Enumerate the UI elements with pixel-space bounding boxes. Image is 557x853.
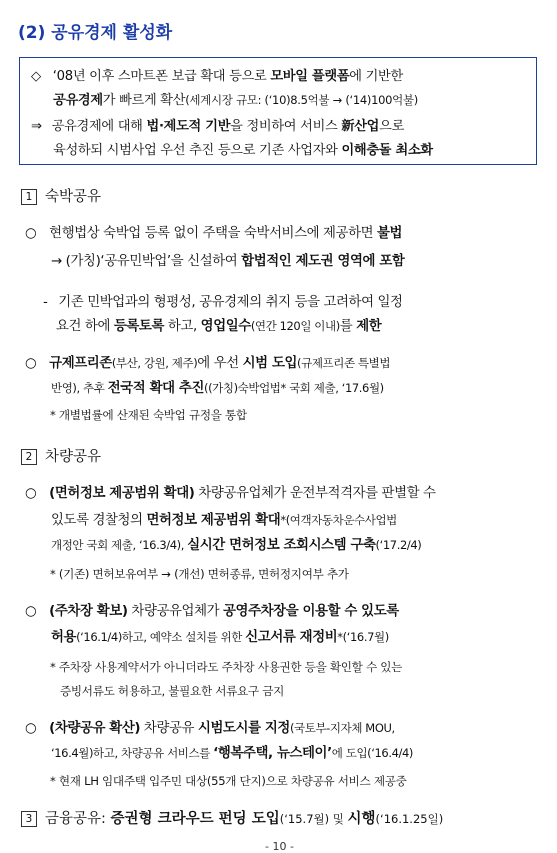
bullet-license-info: ○ (면허정보 제공범위 확대) 차량공유업체가 운전부적격자를 판별할 수: [25, 486, 436, 501]
summary-line-3: ⇒ 공유경제에 대해 법·제도적 기반을 정비하여 서비스 新산업으로: [31, 119, 405, 134]
bullet-parking: ○ (주차장 확보) 차량공유업체가 공영주차장을 이용할 수 있도록: [25, 604, 399, 619]
bullet-license-info-line-3: 개정안 국회 제출, ‘16.3/4), 실시간 면허정보 조회시스템 구축(‘17.2/4): [51, 538, 422, 553]
bullet-car-sharing-spread: ○ (차량공유 확산) 차량공유 시범도시를 지정(국토부-지자체 MOU,: [25, 721, 395, 736]
section-number: 3: [21, 811, 37, 827]
bullet-license-info-line-2: 있도록 경찰청의 면허정보 제공범위 확대*(여객자동차운수사업법: [51, 513, 397, 528]
diamond-icon: ◇: [31, 69, 41, 84]
bullet-regulation-free-zone: ○ 규제프리존(부산, 강원, 제주)에 우선 시범 도입(규제프리존 특별법: [25, 356, 391, 371]
section-heading-car-sharing: 2 차량공유: [21, 445, 101, 466]
footnote-lh-rental: * 현재 LH 임대주택 입주민 대상(55개 단지)으로 차량공유 서비스 제공중: [50, 774, 407, 788]
bullet-car-sharing-spread-line-2: ‘16.4월)하고, 차량공유 서비스를 ‘행복주택, 뉴스테이’에 도입(‘16.4/4): [51, 746, 413, 761]
circle-bullet-icon: ○: [25, 721, 37, 736]
footnote-lodging-law: * 개별법률에 산재된 숙박업 규정을 통합: [50, 408, 247, 422]
circle-bullet-icon: ○: [25, 356, 37, 371]
summary-line-4: 육성하되 시범사업 우선 추진 등으로 기존 사업자와 이해충돌 최소화: [53, 143, 433, 158]
dash-item-registration: - 기존 민박업과의 형평성, 공유경제의 취지 등을 고려하여 일정: [43, 295, 403, 310]
bullet-lodging-legal: ○ 현행법상 숙박업 등록 없이 주택을 숙박서비스에 제공하면 불법: [25, 226, 403, 241]
footnote-parking-line-1: * 주차장 사용계약서가 아니더라도 주차장 사용권한 등을 확인할 수 있는: [50, 660, 403, 674]
footnote-parking-line-2: 증빙서류도 허용하고, 불필요한 서류요구 금지: [60, 684, 285, 698]
bullet-regulation-free-zone-line-2: 반영), 추후 전국적 확대 추진((가칭)숙박업법* 국회 제출, ‘17.6월): [51, 381, 384, 396]
page-title: (2) 공유경제 활성화: [18, 23, 173, 43]
implies-arrow-icon: ⇒: [31, 119, 42, 134]
section-number: 2: [21, 449, 37, 465]
summary-line-2: 공유경제가 빠르게 확산(세계시장 규모: (‘10)8.5억불 → (‘14)100억불): [53, 93, 418, 108]
dash-item-registration-line-2: 요건 하에 등록토록 하고, 영업일수(연간 120일 이내)를 제한: [56, 319, 382, 334]
section-heading-lodging: 1 숙박공유: [21, 185, 101, 206]
circle-bullet-icon: ○: [25, 226, 37, 241]
section-number: 1: [21, 189, 37, 205]
footnote-license-info: * (기존) 면허보유여부 → (개선) 면허종류, 면허정지여부 추가: [50, 567, 349, 581]
bullet-lodging-legal-line-2: → (가칭)‘공유민박업’을 신설하여 합법적인 제도권 영역에 포함: [51, 254, 405, 269]
circle-bullet-icon: ○: [25, 486, 37, 501]
circle-bullet-icon: ○: [25, 604, 37, 619]
bullet-parking-line-2: 허용(‘16.1/4)하고, 예약소 설치를 위한 신고서류 재정비*(‘16.7월): [51, 630, 389, 645]
dash-bullet: -: [43, 295, 48, 310]
summary-line-1: ◇ ‘08년 이후 스마트폰 보급 확대 등으로 모바일 플랫폼에 기반한: [31, 69, 403, 84]
page-number: - 10 -: [265, 840, 294, 853]
section-heading-finance: 3 금융공유: 증권형 크라우드 펀딩 도입(‘15.7월) 및 시행(‘16.1.25일): [21, 807, 443, 828]
